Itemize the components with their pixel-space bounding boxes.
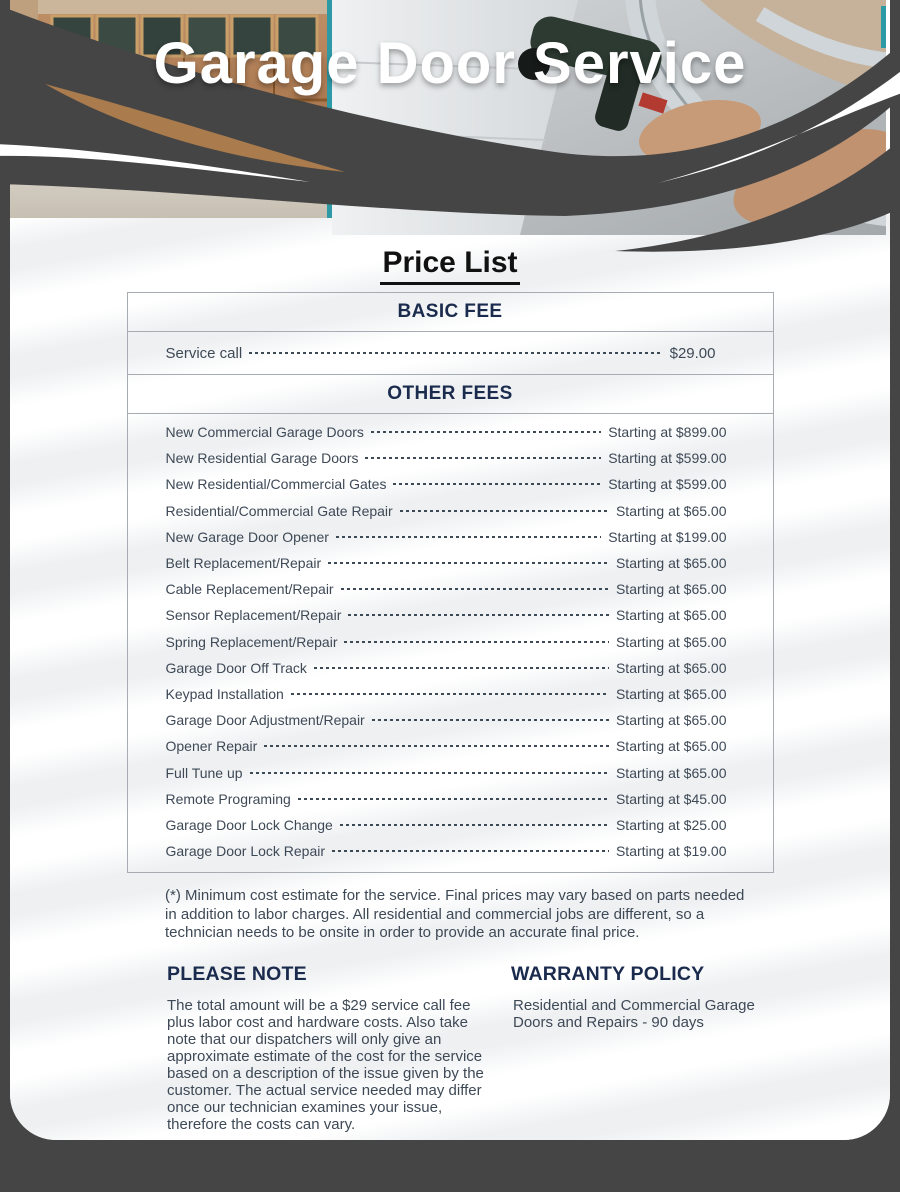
fee-price: $29.00 <box>669 344 716 362</box>
fee-label: Garage Door Adjustment/Repair <box>165 712 365 729</box>
dashed-leader <box>341 588 609 590</box>
fee-label: Spring Replacement/Repair <box>165 633 338 650</box>
dashed-leader <box>400 510 609 512</box>
fee-row <box>128 550 773 576</box>
dashed-leader <box>365 457 601 459</box>
fee-row <box>128 576 773 602</box>
fee-label: Belt Replacement/Repair <box>165 555 322 572</box>
fee-price: Starting at $65.00 <box>615 764 727 781</box>
fee-label: New Residential Garage Doors <box>165 450 359 467</box>
warranty-policy-block <box>511 963 769 1134</box>
fee-price: Starting at $65.00 <box>615 607 727 624</box>
page-title: Garage Door Service <box>153 31 747 96</box>
fee-label: Garage Door Off Track <box>165 659 307 676</box>
dashed-leader <box>344 641 608 643</box>
fee-price: Starting at $599.00 <box>608 450 727 467</box>
minimum-cost-disclaimer: (*) Minimum cost estimate for the service. Final prices may vary based on parts needed in addition to labor charges. All residential and commercial jobs are different, so a technician needs to be onsite in order to provide an accurate final price. <box>165 887 745 942</box>
other-fees-heading: OTHER FEES <box>128 374 773 414</box>
fee-label: Opener Repair <box>165 738 258 755</box>
fee-label: Garage Door Lock Change <box>165 816 333 833</box>
dashed-leader <box>393 483 601 485</box>
fee-row <box>128 629 773 655</box>
fee-label: Cable Replacement/Repair <box>165 581 334 598</box>
fee-label: Residential/Commercial Gate Repair <box>165 502 393 519</box>
fee-row <box>128 419 773 445</box>
fee-price: Starting at $65.00 <box>615 738 727 755</box>
fee-price: Starting at $45.00 <box>615 790 727 807</box>
fee-label: Sensor Replacement/Repair <box>165 607 342 624</box>
warranty-policy-heading: WARRANTY POLICY <box>511 962 705 985</box>
fee-label: Keypad Installation <box>165 685 284 702</box>
fee-row <box>128 524 773 550</box>
fee-price: Starting at $65.00 <box>615 659 727 676</box>
fee-row <box>128 733 773 759</box>
fee-label: Service call <box>165 344 243 362</box>
please-note-body: The total amount will be a $29 service call fee plus labor cost and hardware costs. Also take note that our dispatchers will only give an approximate estimate of the cost for the service based on a description of the issue given by the customer. The actual service needed may differ once our technician examines your issue, therefore the costs can vary. <box>167 996 484 1134</box>
fee-row <box>128 471 773 497</box>
dashed-leader <box>249 352 662 354</box>
dashed-leader <box>336 536 601 538</box>
fee-row <box>128 759 773 785</box>
dashed-leader <box>250 772 609 774</box>
footer-dark-band <box>0 1140 900 1192</box>
fee-row <box>128 707 773 733</box>
dashed-leader <box>348 614 609 616</box>
other-fees-rows <box>128 414 773 872</box>
fee-row <box>128 602 773 628</box>
warranty-policy-body: Residential and Commercial Garage Doors and Repairs - 90 days <box>513 996 755 1032</box>
fee-price: Starting at $599.00 <box>608 476 727 493</box>
fee-price: Starting at $65.00 <box>615 633 727 650</box>
fee-label: New Commercial Garage Doors <box>165 424 364 441</box>
dashed-leader <box>372 719 609 721</box>
fee-row <box>128 812 773 838</box>
fee-price: Starting at $65.00 <box>615 712 727 729</box>
fee-label: New Garage Door Opener <box>165 528 329 545</box>
dashed-leader <box>371 431 601 433</box>
price-table <box>127 292 774 873</box>
dashed-leader <box>328 562 609 564</box>
basic-fee-heading: BASIC FEE <box>128 293 773 332</box>
fee-price: Starting at $65.00 <box>615 555 727 572</box>
fee-row <box>128 838 773 864</box>
fee-row <box>128 332 773 374</box>
fee-price: Starting at $65.00 <box>615 685 727 702</box>
dashed-leader <box>340 824 609 826</box>
fee-label: Garage Door Lock Repair <box>165 843 326 860</box>
price-list-heading: Price List <box>10 246 890 280</box>
notes-columns <box>167 963 890 1134</box>
dashed-leader <box>298 798 609 800</box>
other-fees-section <box>128 374 773 872</box>
flyer-content <box>10 230 890 1133</box>
fee-price: Starting at $25.00 <box>615 816 727 833</box>
basic-fee-rows <box>128 332 773 374</box>
fee-price: Starting at $65.00 <box>615 581 727 598</box>
please-note-heading: PLEASE NOTE <box>167 962 307 985</box>
fee-price: Starting at $199.00 <box>608 528 727 545</box>
please-note-block <box>167 963 485 1134</box>
fee-row <box>128 655 773 681</box>
fee-price: Starting at $899.00 <box>608 424 727 441</box>
fee-row <box>128 498 773 524</box>
fee-row <box>128 786 773 812</box>
fee-label: New Residential/Commercial Gates <box>165 476 387 493</box>
dashed-leader <box>291 693 609 695</box>
fee-row <box>128 681 773 707</box>
dashed-leader <box>264 745 609 747</box>
basic-fee-section <box>128 293 773 374</box>
fee-price: Starting at $65.00 <box>615 502 727 519</box>
fee-price: Starting at $19.00 <box>615 843 727 860</box>
dashed-leader <box>314 667 609 669</box>
dashed-leader <box>332 850 609 852</box>
fee-row <box>128 445 773 471</box>
fee-label: Full Tune up <box>165 764 243 781</box>
fee-label: Remote Programing <box>165 790 291 807</box>
